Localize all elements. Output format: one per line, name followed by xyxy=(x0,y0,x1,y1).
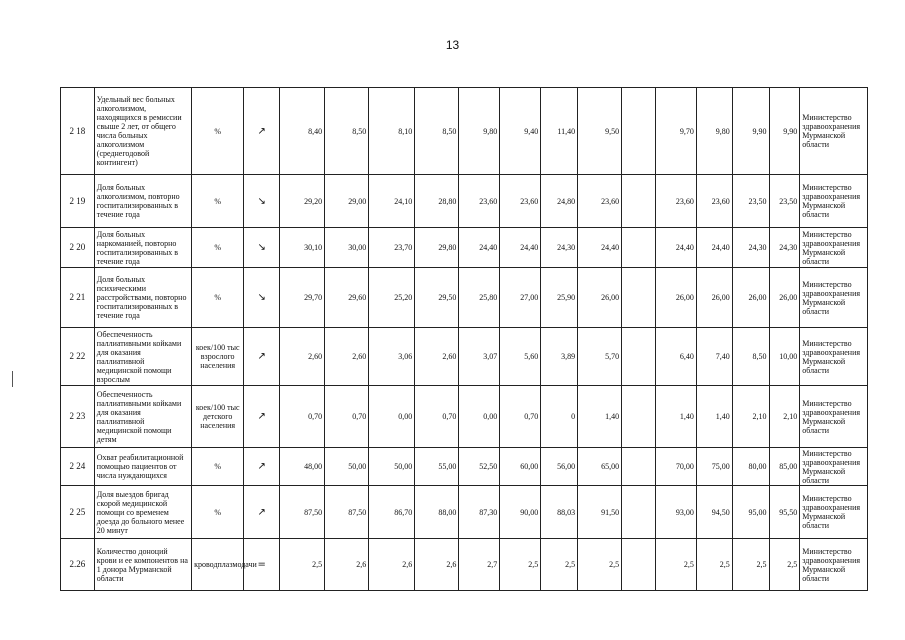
value-cell xyxy=(622,228,656,268)
unit-cell: % xyxy=(192,175,244,228)
value-cell: 8,50 xyxy=(732,328,769,386)
trend-arrow-icon: ↗ xyxy=(244,486,280,539)
value-cell: 23,60 xyxy=(500,175,541,228)
value-cell: 91,50 xyxy=(578,486,622,539)
value-cell: 10,00 xyxy=(769,328,800,386)
indicator-name: Доля больных алкоголизмом, повторно госпитализированных в течение года xyxy=(94,175,191,228)
value-cell: 30,00 xyxy=(325,228,369,268)
unit-cell: % xyxy=(192,486,244,539)
indicator-name: Удельный вес больных алкоголизмом, находящихся в ремиссии свыше 2 лет, от общего числа больных алкоголизмом (среднегодовой контингент) xyxy=(94,88,191,175)
indicator-name: Обеспеченность паллиативными койками для оказания паллиативной медицинской помощи детям xyxy=(94,386,191,448)
value-cell: 0,00 xyxy=(459,386,500,448)
trend-arrow-icon: ↘ xyxy=(244,228,280,268)
value-cell: 29,80 xyxy=(415,228,459,268)
indicator-number: 2 21 xyxy=(61,268,95,328)
unit-cell: кроводплазмодачи xyxy=(192,539,244,591)
trend-arrow-icon: ↗ xyxy=(244,448,280,486)
value-cell: 95,50 xyxy=(769,486,800,539)
value-cell xyxy=(622,268,656,328)
value-cell: 9,80 xyxy=(459,88,500,175)
value-cell: 25,90 xyxy=(541,268,578,328)
unit-cell: коек/100 тыс детского населения xyxy=(192,386,244,448)
value-cell: 23,60 xyxy=(578,175,622,228)
indicators-table xyxy=(60,87,868,591)
value-cell: 11,40 xyxy=(541,88,578,175)
unit-cell: коек/100 тыс взрослого населения xyxy=(192,328,244,386)
responsible-cell: Министерство здравоохранения Мурманской области xyxy=(800,175,868,228)
indicator-number: 2.26 xyxy=(61,539,95,591)
value-cell: 0,70 xyxy=(415,386,459,448)
value-cell: 24,40 xyxy=(696,228,732,268)
value-cell: 2,60 xyxy=(280,328,325,386)
indicator-number: 2 22 xyxy=(61,328,95,386)
value-cell: 50,00 xyxy=(369,448,415,486)
value-cell: 24,40 xyxy=(655,228,696,268)
value-cell: 2,5 xyxy=(541,539,578,591)
responsible-cell: Министерство здравоохранения Мурманской области xyxy=(800,328,868,386)
value-cell xyxy=(622,328,656,386)
value-cell: 3,07 xyxy=(459,328,500,386)
value-cell: 1,40 xyxy=(696,386,732,448)
value-cell: 0,70 xyxy=(280,386,325,448)
value-cell: 29,20 xyxy=(280,175,325,228)
value-cell: 6,40 xyxy=(655,328,696,386)
value-cell: 9,90 xyxy=(732,88,769,175)
value-cell: 23,60 xyxy=(459,175,500,228)
value-cell: 88,03 xyxy=(541,486,578,539)
trend-arrow-icon: ↗ xyxy=(244,386,280,448)
table-row xyxy=(61,88,868,175)
value-cell: 29,00 xyxy=(325,175,369,228)
value-cell: 26,00 xyxy=(696,268,732,328)
value-cell: 29,50 xyxy=(415,268,459,328)
value-cell: 26,00 xyxy=(732,268,769,328)
responsible-cell: Министерство здравоохранения Мурманской области xyxy=(800,448,868,486)
value-cell: 2,10 xyxy=(732,386,769,448)
value-cell xyxy=(622,448,656,486)
value-cell: 95,00 xyxy=(732,486,769,539)
value-cell: 29,60 xyxy=(325,268,369,328)
trend-arrow-icon: = xyxy=(244,539,280,591)
value-cell: 7,40 xyxy=(696,328,732,386)
indicator-name: Доля больных наркоманией, повторно госпитализированных в течение года xyxy=(94,228,191,268)
indicator-name: Охват реабилитационной помощью пациентов от числа нуждающихся xyxy=(94,448,191,486)
unit-cell: % xyxy=(192,88,244,175)
indicator-number: 2 20 xyxy=(61,228,95,268)
value-cell: 0 xyxy=(541,386,578,448)
unit-cell: % xyxy=(192,268,244,328)
value-cell: 2,60 xyxy=(415,328,459,386)
value-cell: 52,50 xyxy=(459,448,500,486)
value-cell: 24,80 xyxy=(541,175,578,228)
value-cell: 23,50 xyxy=(769,175,800,228)
table-row xyxy=(61,228,868,268)
table-row xyxy=(61,539,868,591)
value-cell: 2,6 xyxy=(325,539,369,591)
table-row xyxy=(61,175,868,228)
indicator-number: 2 25 xyxy=(61,486,95,539)
value-cell: 60,00 xyxy=(500,448,541,486)
indicator-number: 2 24 xyxy=(61,448,95,486)
value-cell: 24,40 xyxy=(578,228,622,268)
value-cell: 2,60 xyxy=(325,328,369,386)
value-cell: 27,00 xyxy=(500,268,541,328)
value-cell: 48,00 xyxy=(280,448,325,486)
indicator-name: Количество доноций крови и ее компонентов на 1 донора Мурманской области xyxy=(94,539,191,591)
value-cell xyxy=(622,486,656,539)
value-cell xyxy=(622,386,656,448)
value-cell: 5,70 xyxy=(578,328,622,386)
value-cell: 2,6 xyxy=(369,539,415,591)
responsible-cell: Министерство здравоохранения Мурманской области xyxy=(800,539,868,591)
value-cell: 26,00 xyxy=(578,268,622,328)
indicator-number: 2 23 xyxy=(61,386,95,448)
value-cell: 25,80 xyxy=(459,268,500,328)
value-cell: 24,30 xyxy=(541,228,578,268)
table-row xyxy=(61,328,868,386)
value-cell: 65,00 xyxy=(578,448,622,486)
value-cell: 9,40 xyxy=(500,88,541,175)
value-cell: 8,40 xyxy=(280,88,325,175)
value-cell: 24,30 xyxy=(732,228,769,268)
responsible-cell: Министерство здравоохранения Мурманской области xyxy=(800,268,868,328)
indicator-name: Доля больных психическими расстройствами, повторно госпитализированных в течение года xyxy=(94,268,191,328)
value-cell: 3,06 xyxy=(369,328,415,386)
trend-arrow-icon: ↘ xyxy=(244,175,280,228)
value-cell: 9,90 xyxy=(769,88,800,175)
trend-arrow-icon: ↗ xyxy=(244,88,280,175)
table-row xyxy=(61,448,868,486)
value-cell: 24,40 xyxy=(500,228,541,268)
value-cell: 56,00 xyxy=(541,448,578,486)
value-cell: 75,00 xyxy=(696,448,732,486)
value-cell: 8,10 xyxy=(369,88,415,175)
value-cell: 24,10 xyxy=(369,175,415,228)
value-cell: 25,20 xyxy=(369,268,415,328)
value-cell: 80,00 xyxy=(732,448,769,486)
value-cell: 23,70 xyxy=(369,228,415,268)
value-cell: 1,40 xyxy=(655,386,696,448)
value-cell: 29,70 xyxy=(280,268,325,328)
responsible-cell: Министерство здравоохранения Мурманской области xyxy=(800,228,868,268)
value-cell xyxy=(622,539,656,591)
table-row xyxy=(61,386,868,448)
value-cell: 2,10 xyxy=(769,386,800,448)
value-cell: 2,5 xyxy=(280,539,325,591)
value-cell: 93,00 xyxy=(655,486,696,539)
trend-arrow-icon: ↗ xyxy=(244,328,280,386)
indicator-name: Доля выездов бригад скорой медицинской помощи со временем доезда до больного менее 20 минут xyxy=(94,486,191,539)
value-cell: 9,50 xyxy=(578,88,622,175)
table-row xyxy=(61,268,868,328)
value-cell xyxy=(622,175,656,228)
value-cell: 30,10 xyxy=(280,228,325,268)
responsible-cell: Министерство здравоохранения Мурманской области xyxy=(800,486,868,539)
value-cell: 28,80 xyxy=(415,175,459,228)
value-cell: 94,50 xyxy=(696,486,732,539)
value-cell: 23,60 xyxy=(696,175,732,228)
indicator-number: 2 19 xyxy=(61,175,95,228)
value-cell: 0,00 xyxy=(369,386,415,448)
value-cell: 2,5 xyxy=(769,539,800,591)
value-cell: 24,40 xyxy=(459,228,500,268)
value-cell: 87,30 xyxy=(459,486,500,539)
indicator-number: 2 18 xyxy=(61,88,95,175)
margin-mark xyxy=(12,371,13,387)
value-cell: 86,70 xyxy=(369,486,415,539)
value-cell: 90,00 xyxy=(500,486,541,539)
trend-arrow-icon: ↘ xyxy=(244,268,280,328)
value-cell: 2,6 xyxy=(415,539,459,591)
value-cell: 2,5 xyxy=(655,539,696,591)
value-cell: 88,00 xyxy=(415,486,459,539)
value-cell: 85,00 xyxy=(769,448,800,486)
value-cell: 2,5 xyxy=(732,539,769,591)
value-cell: 26,00 xyxy=(655,268,696,328)
value-cell: 9,70 xyxy=(655,88,696,175)
value-cell: 9,80 xyxy=(696,88,732,175)
value-cell: 5,60 xyxy=(500,328,541,386)
page-number: 13 xyxy=(445,38,460,52)
value-cell: 87,50 xyxy=(325,486,369,539)
responsible-cell: Министерство здравоохранения Мурманской области xyxy=(800,88,868,175)
value-cell: 8,50 xyxy=(325,88,369,175)
table-row xyxy=(61,486,868,539)
value-cell: 8,50 xyxy=(415,88,459,175)
value-cell: 2,5 xyxy=(578,539,622,591)
value-cell: 3,89 xyxy=(541,328,578,386)
value-cell: 2,7 xyxy=(459,539,500,591)
value-cell xyxy=(622,88,656,175)
table-body xyxy=(61,88,868,591)
value-cell: 87,50 xyxy=(280,486,325,539)
value-cell: 50,00 xyxy=(325,448,369,486)
value-cell: 26,00 xyxy=(769,268,800,328)
unit-cell: % xyxy=(192,448,244,486)
value-cell: 55,00 xyxy=(415,448,459,486)
value-cell: 24,30 xyxy=(769,228,800,268)
value-cell: 23,50 xyxy=(732,175,769,228)
value-cell: 2,5 xyxy=(696,539,732,591)
responsible-cell: Министерство здравоохранения Мурманской области xyxy=(800,386,868,448)
indicator-name: Обеспеченность паллиативными койками для оказания паллиативной медицинской помощи взрослым xyxy=(94,328,191,386)
value-cell: 2,5 xyxy=(500,539,541,591)
value-cell: 1,40 xyxy=(578,386,622,448)
value-cell: 23,60 xyxy=(655,175,696,228)
value-cell: 70,00 xyxy=(655,448,696,486)
value-cell: 0,70 xyxy=(325,386,369,448)
unit-cell: % xyxy=(192,228,244,268)
value-cell: 0,70 xyxy=(500,386,541,448)
